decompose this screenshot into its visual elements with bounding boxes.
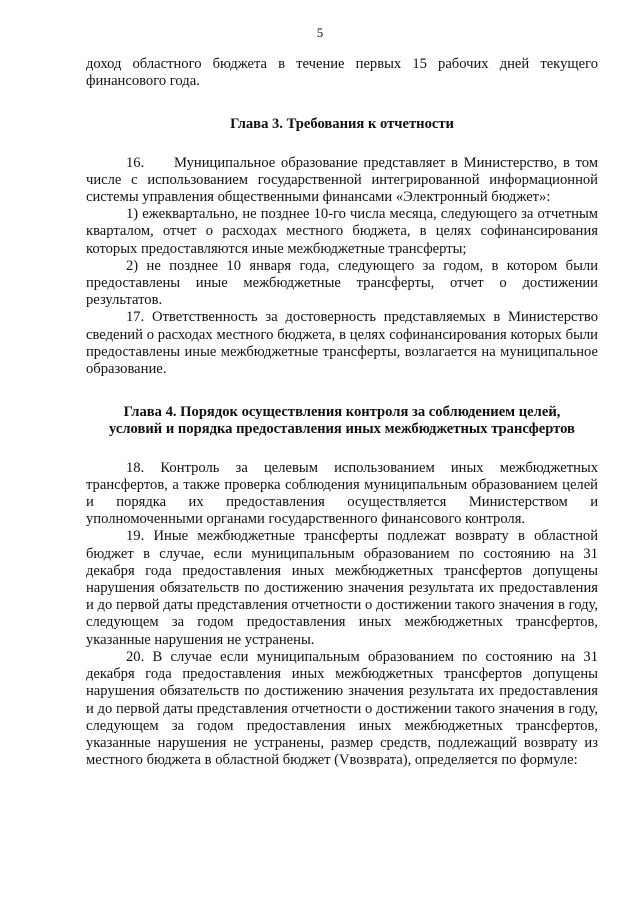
paragraph-18: 18. Контроль за целевым использованием иных межбюджетных трансфертов, а также проверка соблюдения муниципальным образованием целей и порядка их предоставления осуществляется Министерством и уполномоченными органами государственного финансового контроля. — [86, 459, 598, 528]
chapter-4-title-line-1: Глава 4. Порядок осуществления контроля за соблюдением целей, — [123, 404, 561, 421]
chapter-4-title — [86, 404, 598, 438]
paragraph-16-number: 16. — [126, 154, 145, 171]
paragraph-19: 19. Иные межбюджетные трансферты подлежат возврату в областной бюджет в случае, если муниципальным образованием по состоянию на 31 декабря года предоставления иных межбюджетных трансфертов допущены нарушения обязательств по достижению значения результата их предоставления и до первой даты представления отчетности о достижении такого значения в году, следующем за годом предоставления иных межбюджетных трансфертов, указанные нарушения не устранены. — [86, 528, 598, 648]
paragraph-17: 17. Ответственность за достоверность представляемых в Министерство сведений о расходах местного бюджета, в целях софинансирования которых были предоставлены иные межбюджетные трансферты, возлагается на муниципальное образование. — [86, 309, 598, 378]
chapter-4-title-line-2: условий и порядка предоставления иных межбюджетных трансфертов — [109, 421, 575, 438]
paragraph-16 — [86, 155, 598, 207]
intro-paragraph: доход областного бюджета в течение первых 15 рабочих дней текущего финансового года. — [86, 56, 598, 90]
paragraph-16-item-2: 2) не позднее 10 января года, следующего за годом, в котором были предоставлены иные межбюджетные трансферты, отчет о достижении результатов. — [86, 257, 598, 309]
paragraph-16-item-1: 1) ежеквартально, не позднее 10-го числа месяца, следующего за отчетным кварталом, отчет о расходах местного бюджета, в целях софинансирования которых предоставляются иные межбюджетные трансферты; — [86, 206, 598, 257]
document-body — [86, 56, 598, 769]
chapter-3-title: Глава 3. Требования к отчетности — [230, 116, 454, 133]
page-number: 5 — [316, 25, 324, 40]
paragraph-16-text: Муниципальное образование представляет в Министерство, в том числе с использованием государственной интегрированной информационной системы управления общественными финансами «Электронный бюджет»: — [86, 154, 598, 206]
paragraph-20: 20. В случае если муниципальным образованием по состоянию на 31 декабря года предоставления иных межбюджетных трансфертов допущены нарушения обязательств по достижению значения результата их предоставления и до первой даты представления отчетности о достижении такого значения в году, следующем за годом предоставления иных межбюджетных трансфертов, указанные нарушения не устранены, размер средств, подлежащий возврату из местного бюджета в областной бюджет (Vвозврата), определяется по формуле: — [86, 648, 598, 769]
